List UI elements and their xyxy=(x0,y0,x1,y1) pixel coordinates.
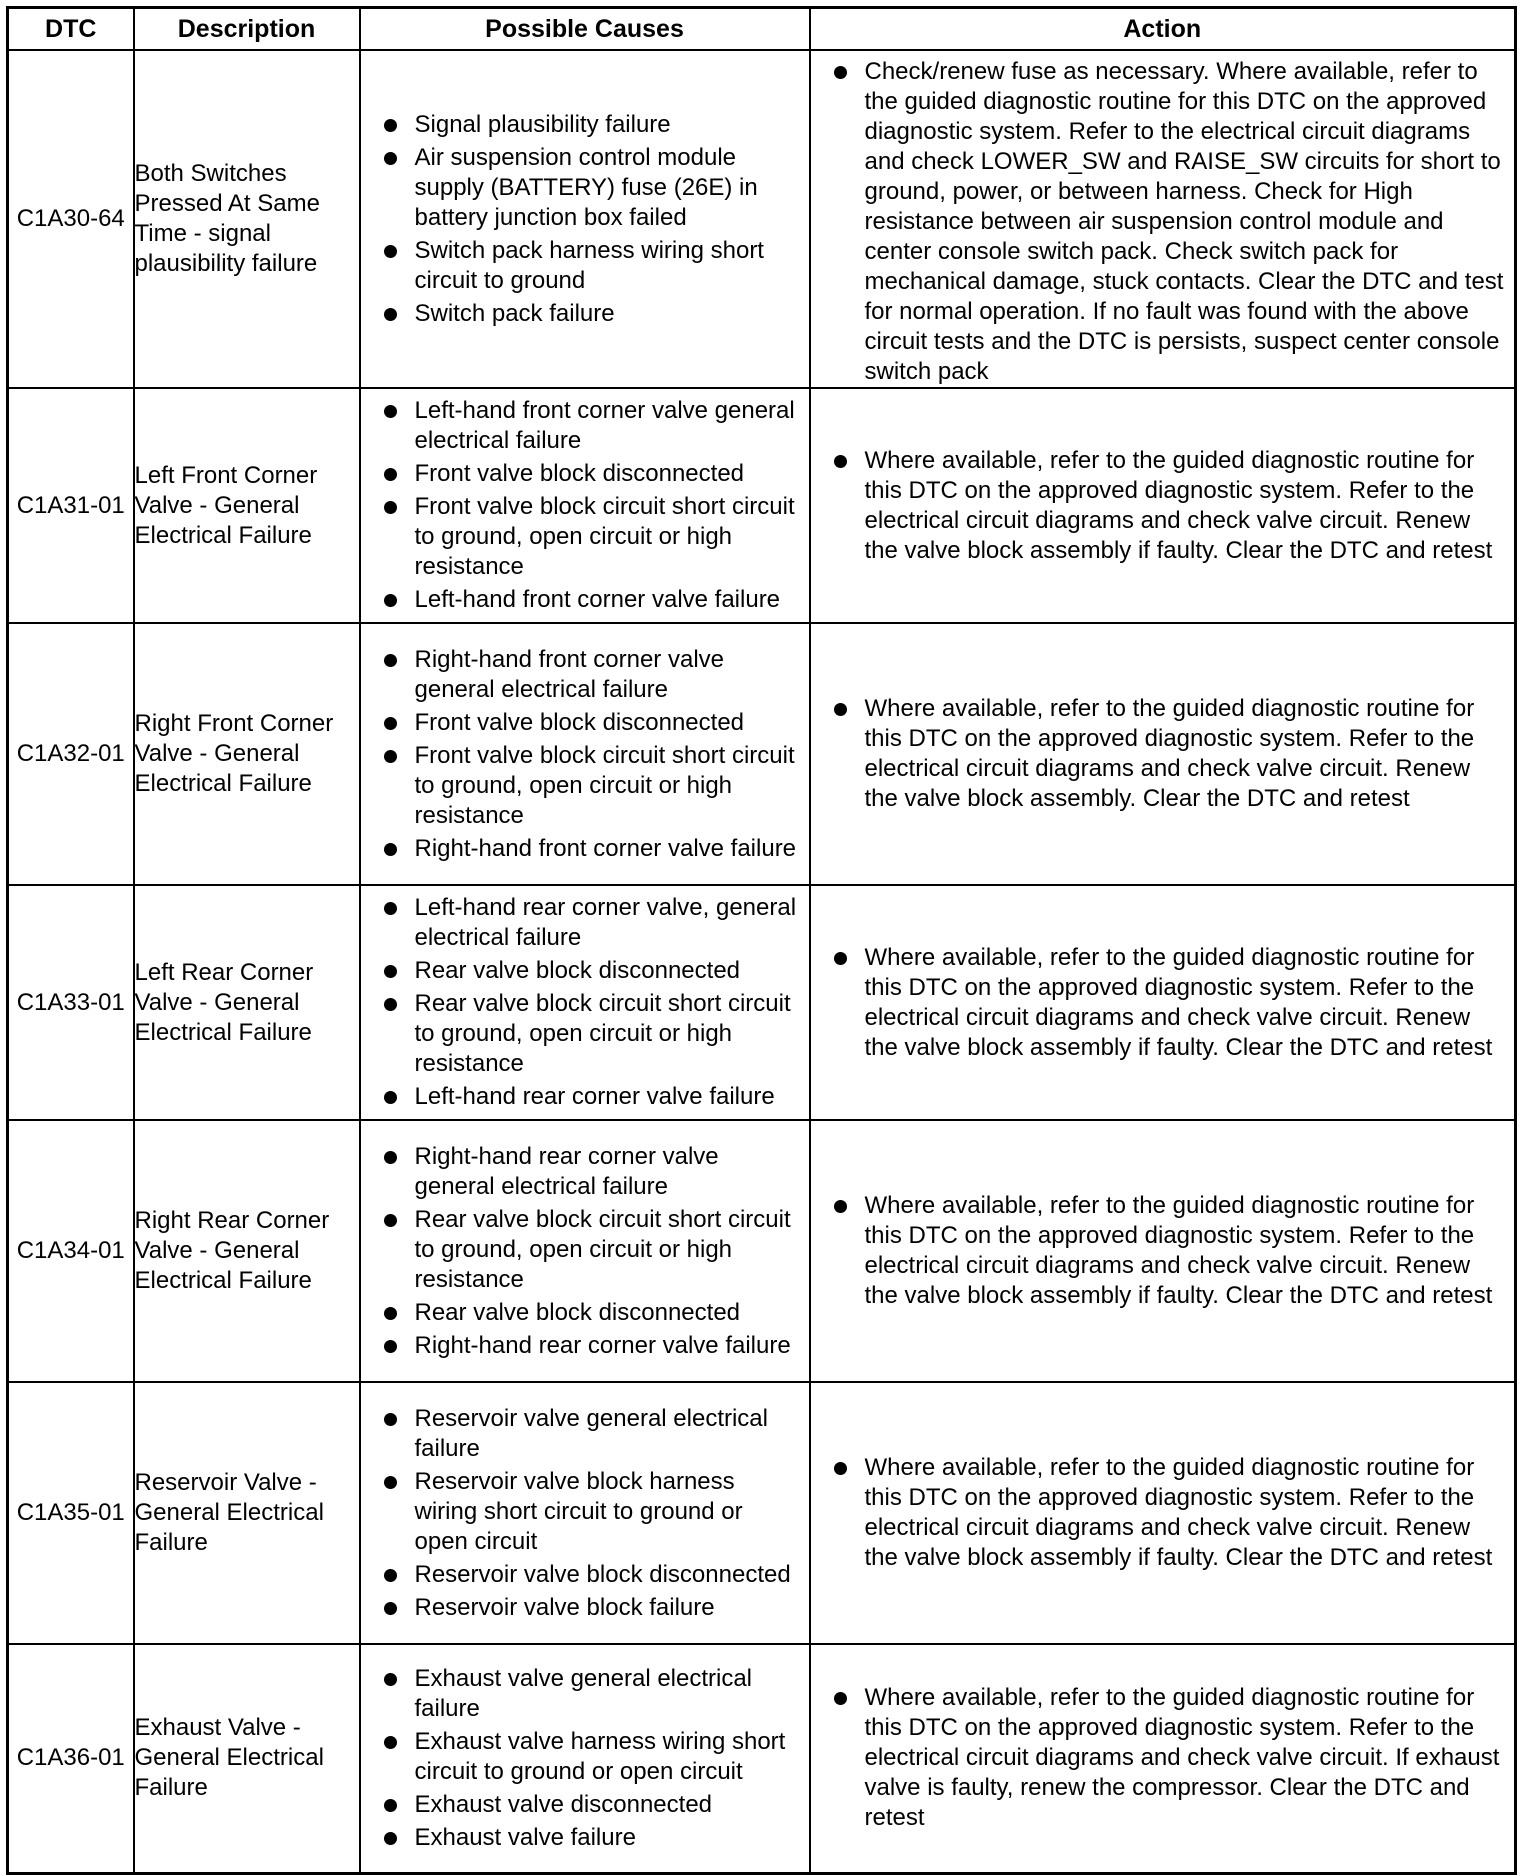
action-text: Where available, refer to the guided diagnostic routine for this DTC on the approved diagnostic system. Refer to the electrical circuit diagrams and check valve circuit. If exhaust valve is faulty, renew the compressor. Clear the DTC and retest xyxy=(864,1684,1500,1832)
cause-text: Left-hand rear corner valve, general electrical failure xyxy=(414,894,797,951)
dtc-description: Left Front Corner Valve - General Electrical Failure xyxy=(134,388,360,623)
cause-item xyxy=(361,708,809,738)
action-cell xyxy=(810,388,1516,623)
cause-item xyxy=(361,236,809,296)
cause-item xyxy=(361,1727,809,1787)
table-header-row xyxy=(8,8,1516,51)
action-cell xyxy=(810,50,1516,388)
dtc-description: Left Rear Corner Valve - General Electrical Failure xyxy=(134,885,360,1120)
table-row xyxy=(8,388,1516,623)
cause-text: Reservoir valve general electrical failure xyxy=(414,1404,768,1462)
dtc-description: Right Rear Corner Valve - General Electrical Failure xyxy=(134,1120,360,1382)
action-text: Where available, refer to the guided diagnostic routine for this DTC on the approved diagnostic system. Refer to the electrical circuit diagrams and check valve circuit. Renew the valve block assembly if faulty. Clear the DTC and retest xyxy=(864,1192,1493,1309)
cause-item xyxy=(361,1823,809,1853)
table-row xyxy=(8,1120,1516,1382)
table-row xyxy=(8,885,1516,1120)
bullet-icon xyxy=(384,1602,397,1615)
cause-item xyxy=(361,956,809,986)
cause-text: Right-hand front corner valve general electrical failure xyxy=(414,645,724,703)
bullet-icon xyxy=(384,119,397,132)
action-item xyxy=(811,943,1515,1063)
bullet-icon xyxy=(384,902,397,915)
possible-causes xyxy=(360,1120,810,1382)
table-row xyxy=(8,1644,1516,1873)
cause-item xyxy=(361,741,809,831)
table-row xyxy=(8,623,1516,885)
bullet-icon xyxy=(384,1151,397,1164)
dtc-code: C1A34-01 xyxy=(8,1120,134,1382)
bullet-icon xyxy=(384,654,397,667)
cause-text: Air suspension control module supply (BATTERY) fuse (26E) in battery junction box failed xyxy=(414,143,758,231)
cause-item xyxy=(361,143,809,233)
cause-text: Exhaust valve disconnected xyxy=(414,1790,713,1818)
bullet-icon xyxy=(384,1214,397,1227)
action-item xyxy=(811,57,1515,387)
bullet-icon xyxy=(384,152,397,165)
bullet-icon xyxy=(834,1462,847,1475)
dtc-code: C1A33-01 xyxy=(8,885,134,1120)
bullet-icon xyxy=(384,965,397,978)
dtc-description: Right Front Corner Valve - General Electrical Failure xyxy=(134,623,360,885)
cause-text: Left-hand front corner valve failure xyxy=(414,586,781,613)
bullet-icon xyxy=(384,1799,397,1812)
bullet-icon xyxy=(384,468,397,481)
dtc-code: C1A30-64 xyxy=(8,50,134,388)
cause-item xyxy=(361,1664,809,1724)
possible-causes xyxy=(360,1382,810,1644)
bullet-icon xyxy=(384,998,397,1011)
action-text: Where available, refer to the guided diagnostic routine for this DTC on the approved diagnostic system. Refer to the electrical circuit diagrams and check valve circuit. Renew the valve block assembly. Clear the DTC and retest xyxy=(864,695,1475,812)
action-cell xyxy=(810,1120,1516,1382)
cause-item xyxy=(361,1467,809,1557)
action-text: Where available, refer to the guided diagnostic routine for this DTC on the approved diagnostic system. Refer to the electrical circuit diagrams and check valve circuit. Renew the valve block assembly if faulty. Clear the DTC and retest xyxy=(864,446,1493,564)
bullet-icon xyxy=(384,1476,397,1489)
cause-item xyxy=(361,1142,809,1202)
bullet-icon xyxy=(384,245,397,258)
dtc-code: C1A31-01 xyxy=(8,388,134,623)
header-possible-causes: Possible Causes xyxy=(360,8,810,51)
cause-item xyxy=(361,1298,809,1328)
cause-text: Front valve block circuit short circuit to ground, open circuit or high resistance xyxy=(414,493,795,580)
cause-text: Right-hand front corner valve failure xyxy=(414,834,797,862)
possible-causes xyxy=(360,885,810,1120)
cause-item xyxy=(361,299,809,329)
header-action: Action xyxy=(810,8,1516,51)
header-dtc: DTC xyxy=(8,8,134,51)
bullet-icon xyxy=(834,1692,847,1705)
bullet-icon xyxy=(384,717,397,730)
bullet-icon xyxy=(384,1091,397,1104)
bullet-icon xyxy=(384,308,397,321)
action-cell xyxy=(810,1644,1516,1873)
dtc-description: Reservoir Valve - General Electrical Failure xyxy=(134,1382,360,1644)
cause-item xyxy=(361,585,809,615)
bullet-icon xyxy=(384,1569,397,1582)
bullet-icon xyxy=(384,1413,397,1426)
table-row xyxy=(8,1382,1516,1644)
possible-causes xyxy=(360,388,810,623)
cause-text: Left-hand front corner valve general electrical failure xyxy=(414,397,795,454)
cause-item xyxy=(361,1404,809,1464)
cause-item xyxy=(361,1331,809,1361)
cause-text: Switch pack failure xyxy=(414,299,615,327)
cause-item xyxy=(361,459,809,489)
cause-text: Reservoir valve block disconnected xyxy=(414,1560,791,1588)
dtc-description: Both Switches Pressed At Same Time - signal plausibility failure xyxy=(134,50,360,388)
action-cell xyxy=(810,1382,1516,1644)
action-text: Check/renew fuse as necessary. Where available, refer to the guided diagnostic routine for this DTC on the approved diagnostic system. Refer to the electrical circuit diagrams and check LOWER_SW and RAISE_SW circuits for short to ground, power, or between harness. Check for High resistance between air suspension control module and center console switch pack. Check switch pack for mechanical damage, stuck contacts. Clear the DTC and test for normal operation. If no fault was found with the above circuit tests and the DTC is persists, suspect center console switch pack xyxy=(864,58,1504,385)
cause-text: Front valve block disconnected xyxy=(414,460,745,487)
cause-text: Left-hand rear corner valve failure xyxy=(414,1083,775,1110)
bullet-icon xyxy=(834,952,847,965)
bullet-icon xyxy=(834,1200,847,1213)
bullet-icon xyxy=(834,66,847,79)
action-text: Where available, refer to the guided diagnostic routine for this DTC on the approved diagnostic system. Refer to the electrical circuit diagrams and check valve circuit. Renew the valve block assembly if faulty. Clear the DTC and retest xyxy=(864,1454,1493,1571)
bullet-icon xyxy=(384,1307,397,1320)
cause-item xyxy=(361,1205,809,1295)
bullet-icon xyxy=(384,1340,397,1353)
cause-text: Rear valve block circuit short circuit to ground, open circuit or high resistance xyxy=(414,1205,791,1293)
bullet-icon xyxy=(384,594,397,607)
bullet-icon xyxy=(384,750,397,763)
cause-item xyxy=(361,989,809,1079)
action-cell xyxy=(810,885,1516,1120)
table-row xyxy=(8,50,1516,388)
cause-item xyxy=(361,1593,809,1623)
cause-text: Reservoir valve block harness wiring short circuit to ground or open circuit xyxy=(414,1467,743,1555)
cause-item xyxy=(361,110,809,140)
dtc-code: C1A32-01 xyxy=(8,623,134,885)
cause-text: Exhaust valve general electrical failure xyxy=(414,1664,753,1722)
cause-text: Front valve block circuit short circuit to ground, open circuit or high resistance xyxy=(414,741,795,829)
bullet-icon xyxy=(384,1736,397,1749)
cause-item xyxy=(361,893,809,953)
dtc-table xyxy=(6,6,1517,1875)
possible-causes xyxy=(360,623,810,885)
bullet-icon xyxy=(384,1673,397,1686)
cause-text: Reservoir valve block failure xyxy=(414,1593,715,1621)
action-item xyxy=(811,446,1515,566)
action-item xyxy=(811,694,1515,814)
cause-text: Exhaust valve failure xyxy=(414,1823,636,1851)
cause-item xyxy=(361,396,809,456)
cause-text: Right-hand rear corner valve general electrical failure xyxy=(414,1142,719,1200)
cause-item xyxy=(361,1560,809,1590)
action-item xyxy=(811,1191,1515,1311)
bullet-icon xyxy=(384,501,397,514)
dtc-code: C1A36-01 xyxy=(8,1644,134,1873)
cause-text: Rear valve block circuit short circuit to ground, open circuit or high resistance xyxy=(414,990,791,1077)
bullet-icon xyxy=(384,405,397,418)
dtc-description: Exhaust Valve - General Electrical Failure xyxy=(134,1644,360,1873)
cause-text: Switch pack harness wiring short circuit to ground xyxy=(414,236,764,294)
cause-item xyxy=(361,1082,809,1112)
action-cell xyxy=(810,623,1516,885)
cause-text: Signal plausibility failure xyxy=(414,110,671,138)
cause-item xyxy=(361,492,809,582)
cause-text: Exhaust valve harness wiring short circuit to ground or open circuit xyxy=(414,1727,786,1785)
cause-item xyxy=(361,645,809,705)
action-text: Where available, refer to the guided diagnostic routine for this DTC on the approved diagnostic system. Refer to the electrical circuit diagrams and check valve circuit. Renew the valve block assembly if faulty. Clear the DTC and retest xyxy=(864,943,1493,1061)
header-description: Description xyxy=(134,8,360,51)
cause-text: Right-hand rear corner valve failure xyxy=(414,1331,791,1359)
cause-item xyxy=(361,834,809,864)
dtc-table-page xyxy=(6,6,1514,1875)
bullet-icon xyxy=(384,1832,397,1845)
possible-causes xyxy=(360,1644,810,1873)
dtc-code: C1A35-01 xyxy=(8,1382,134,1644)
bullet-icon xyxy=(834,703,847,716)
action-item xyxy=(811,1683,1515,1833)
action-item xyxy=(811,1453,1515,1573)
bullet-icon xyxy=(834,455,847,468)
cause-text: Rear valve block disconnected xyxy=(414,1298,741,1326)
possible-causes xyxy=(360,50,810,388)
cause-text: Rear valve block disconnected xyxy=(414,957,741,984)
bullet-icon xyxy=(384,843,397,856)
cause-text: Front valve block disconnected xyxy=(414,708,745,736)
cause-item xyxy=(361,1790,809,1820)
